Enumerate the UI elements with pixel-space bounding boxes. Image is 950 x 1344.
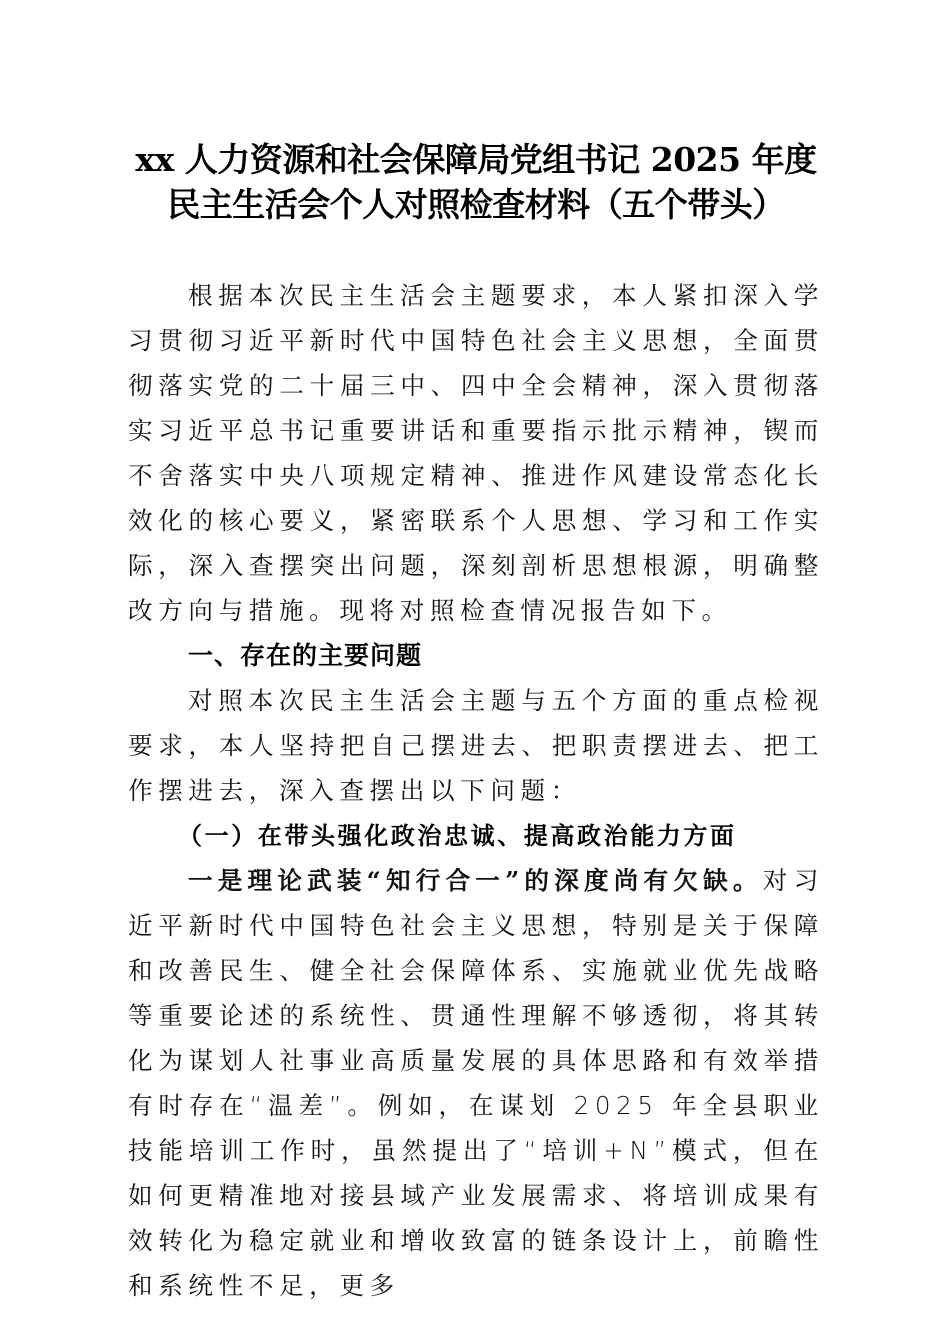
title-spacer (128, 227, 824, 273)
document-page (128, 137, 824, 1308)
title-line-1: xx 人力资源和社会保障局党组书记 2025 年度 (135, 140, 817, 179)
section-intro-paragraph: 对照本次民主生活会主题与五个方面的重点检视要求，本人坚持把自己摆进去、把职责摆进去、把工作摆进去，深入查摆出以下问题： (128, 686, 824, 805)
subsection-heading-political-loyalty: （一）在带头强化政治忠诚、提高政治能力方面 (178, 821, 737, 850)
point-1-paragraph (128, 858, 824, 1308)
document-title (128, 137, 824, 227)
section-heading-problems: 一、存在的主要问题 (188, 641, 423, 670)
title-line-2: 民主生活会个人对照检查材料（五个带头） (167, 185, 785, 224)
point-1-body: 对习近平新时代中国特色社会主义思想，特别是关于保障和改善民生、健全社会保障体系、实施就业优先战略等重要论述的系统性、贯通性理解不够透彻，将其转化为谋划人社事业高质量发展的具体思路和有效举措有时存在“温差”。例如，在谋划 2025 年全县职业技能培训工作时，虽然提出了“培训+N”模式，但在如何更精准地对接县域产业发展需求、将培训成果有效转化为稳定就业和增收致富的链条设计上，前瞻性和系统性不足，更多 (128, 866, 824, 1300)
point-1-lead: 一是理论武装“知行合一”的深度尚有欠缺。 (188, 866, 763, 895)
intro-paragraph: 根据本次民主生活会主题要求，本人紧扣深入学习贯彻习近平新时代中国特色社会主义思想，全面贯彻落实党的二十届三中、四中全会精神，深入贯彻落实习近平总书记重要讲话和重要指示批示精神，锲而不舍落实中央八项规定精神、推进作风建设常态化长效化的核心要义，紧密联系个人思想、学习和工作实际，深入查摆突出问题，深刻剖析思想根源，明确整改方向与措施。现将对照检查情况报告如下。 (128, 281, 824, 625)
